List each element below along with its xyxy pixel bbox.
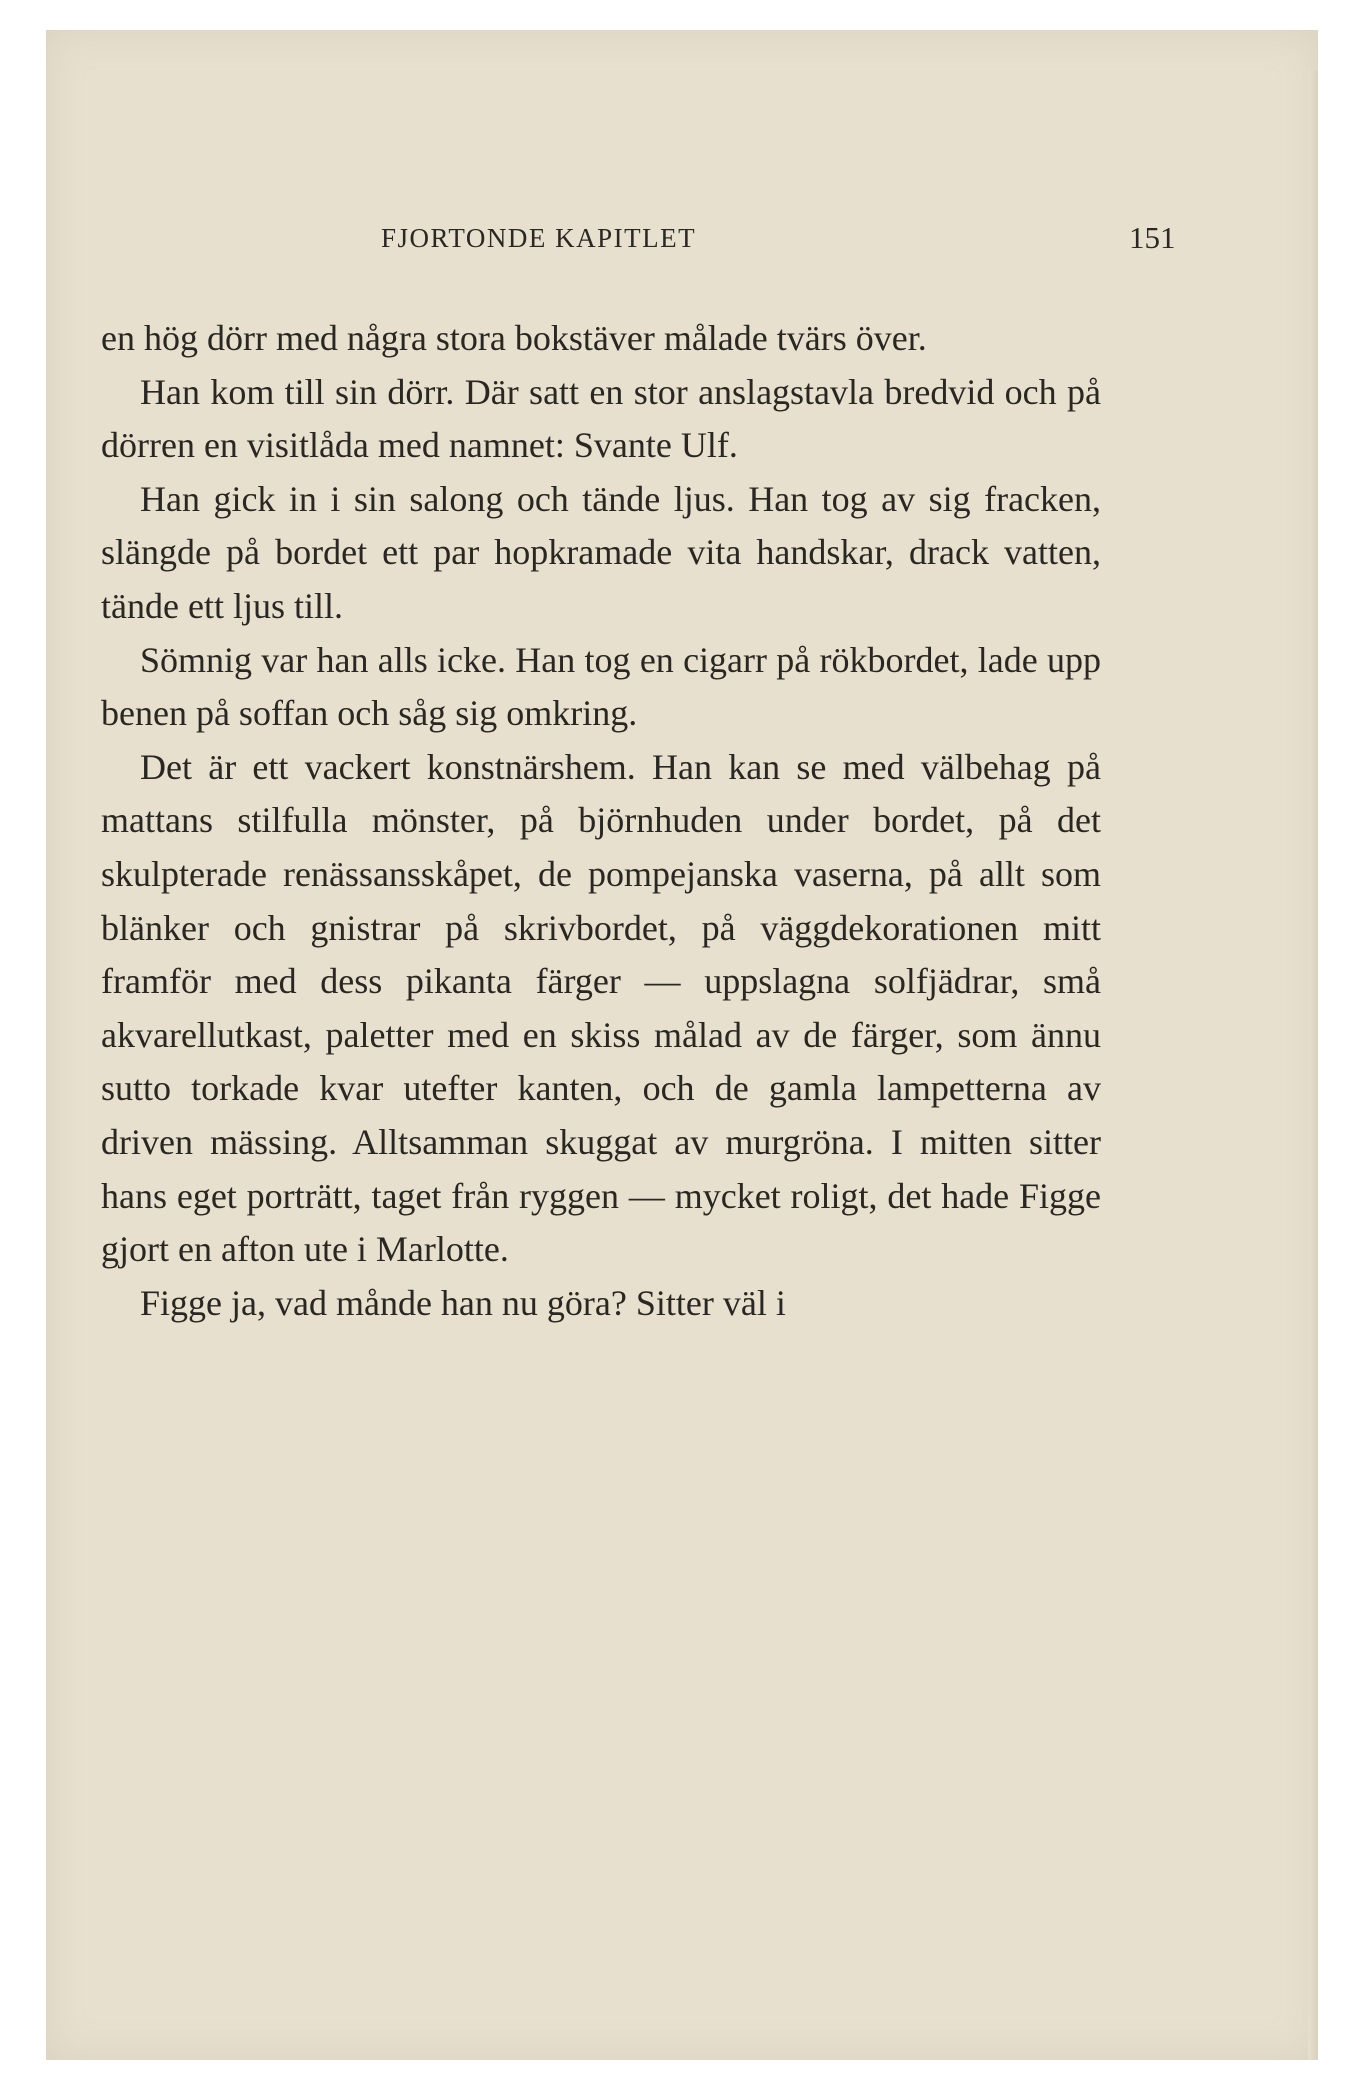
page-number: 151: [1129, 220, 1176, 255]
chapter-title: FJORTONDE KAPITLET: [381, 223, 697, 253]
paragraph: Det är ett vackert konstnärshem. Han kan se med välbehag på mattans stilfulla mönster, på björnhuden under bordet, på det skulpterade renässansskåpet, de pompejanska vaserna, på allt som blänker och gnistrar på skrivbordet, på väggdekorationen mitt framför med dess pikanta färger — uppslagna solfjädrar, små akvarellutkast, paletter med en skiss målad av de färger, som ännu sutto torkade kvar utefter kanten, och de gamla lampetterna av driven mässing. Alltsamman skuggat av murgröna. I mitten sitter hans eget porträtt, taget från ryggen — mycket roligt, det hade Figge gjort en afton ute i Marlotte.: [101, 746, 1101, 1270]
paragraph-continued: en hög dörr med några stora bokstäver målade tvärs över.: [101, 318, 927, 358]
paragraph: Han gick in i sin salong och tände ljus. Han tog av sig fracken, slängde på bordet ett par hopkramade vita handskar, drack vatten, tände ett ljus till.: [101, 478, 1101, 626]
page-edge: [1308, 70, 1318, 2060]
paragraph: Han kom till sin dörr. Där satt en stor anslagstavla bredvid och på dörren en visitlåda med namnet: Svante Ulf.: [101, 371, 1101, 466]
running-head: [46, 218, 1318, 258]
paragraph: Figge ja, vad månde han nu göra? Sitter väl i: [140, 1282, 786, 1323]
paragraph: Sömnig var han alls icke. Han tog en cigarr på rökbordet, lade upp benen på soffan och såg sig omkring.: [101, 639, 1101, 734]
book-page: [46, 30, 1318, 2060]
body-text: [101, 312, 1101, 1330]
